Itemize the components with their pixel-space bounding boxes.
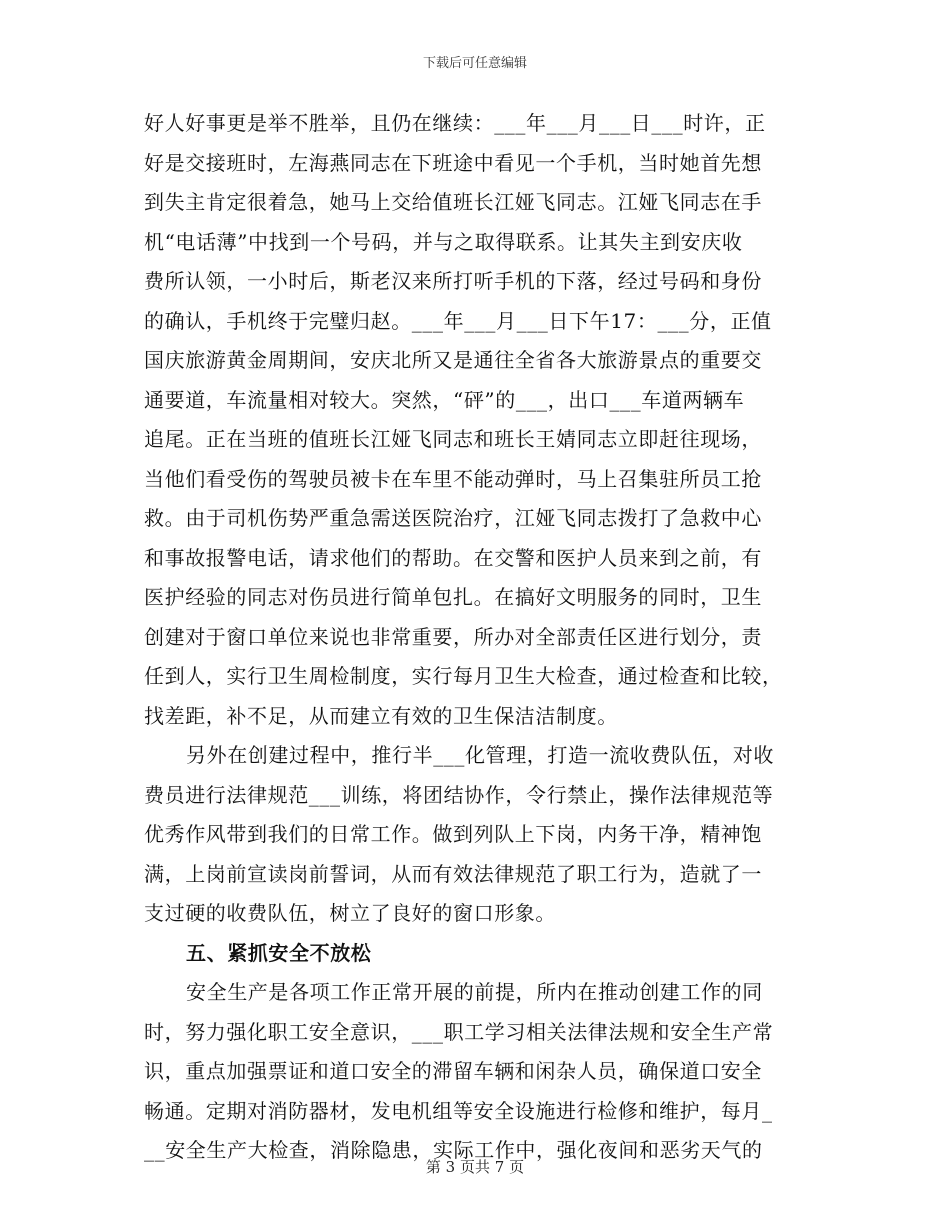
text-line: 机“电话薄”中找到一个号码，并与之取得联系。让其失主到安庆收	[144, 229, 743, 254]
text-line: 支过硬的收费队伍，树立了良好的窗口形象。	[144, 901, 556, 925]
document-body	[144, 104, 824, 1171]
paragraph-first-line: 另外在创建过程中，推行半___化管理，打造一流收费队伍，对收	[186, 743, 774, 767]
text-line: 和事故报警电话，请求他们的帮助。在交警和医护人员来到之前，有	[144, 545, 762, 570]
paragraph-first-line: 安全生产是各项工作正常开展的前提，所内在推动创建工作的同	[186, 980, 763, 1004]
text-line: 好是交接班时，左海燕同志在下班途中看见一个手机，当时她首先想	[144, 150, 762, 175]
text-line: 时，努力强化职工安全意识，___职工学习相关法律法规和安全生产常	[144, 1019, 774, 1044]
text-line: 当他们看受伤的驾驶员被卡在车里不能动弹时，马上召集驻所员工抢	[144, 466, 762, 491]
text-line: 满，上岗前宣读岗前誓词，从而有效法律规范了职工行为，造就了一	[144, 861, 762, 886]
text-line: 创建对于窗口单位来说也非常重要，所办对全部责任区进行划分，责	[144, 624, 762, 649]
text-line: 国庆旅游黄金周期间，安庆北所又是通往全省各大旅游景点的重要交	[144, 348, 762, 372]
text-line: 畅通。定期对消防器材，发电机组等安全设施进行检修和维护，每月_	[144, 1098, 773, 1123]
text-line: 到失主肯定很着急，她马上交给值班长江娅飞同志。江娅飞同志在手	[144, 190, 762, 214]
section-heading: 五、紧抓安全不放松	[186, 940, 372, 965]
text-line: 费员进行法律规范___训练，将团结协作，令行禁止，操作法律规范等	[144, 782, 774, 807]
text-line: 找差距，补不足，从而建立有效的卫生保洁洁制度。	[144, 703, 618, 728]
text-line: 追尾。正在当班的值班长江娅飞同志和班长王婧同志立即赶往现场，	[144, 427, 762, 451]
text-line: 救。由于司机伤势严重急需送医院治疗，江娅飞同志拨打了急救中心	[144, 506, 762, 530]
text-line: 好人好事更是举不胜举，且仍在继续：___年___月___日___时许，正	[144, 111, 766, 135]
text-line: __安全生产大检查，消除隐患，实际工作中，强化夜间和恶劣天气的	[144, 1138, 763, 1162]
page-footer: 第 3 页共 7 页	[425, 1158, 525, 1176]
text-line: 任到人，实行卫生周检制度，实行每月卫生大检查，通过检查和比较，	[144, 664, 783, 688]
text-line: 医护经验的同志对伤员进行简单包扎。在搞好文明服务的同时，卫生	[144, 585, 762, 609]
text-line: 的确认，手机终于完璧归赵。___年___月___日下午17：___分，正值	[144, 308, 772, 333]
page-header: 下载后可任意编辑	[422, 56, 527, 71]
text-line: 优秀作风带到我们的日常工作。做到列队上下岗，内务干净，精神饱	[144, 822, 762, 846]
text-line: 识，重点加强票证和道口安全的滞留车辆和闲杂人员，确保道口安全	[144, 1059, 762, 1083]
text-line: 费所认领，一小时后，斯老汉来所打听手机的下落，经过号码和身份	[144, 269, 762, 293]
text-line: 通要道，车流量相对较大。突然，“砰”的___，出口___车道两辆车	[144, 387, 745, 412]
